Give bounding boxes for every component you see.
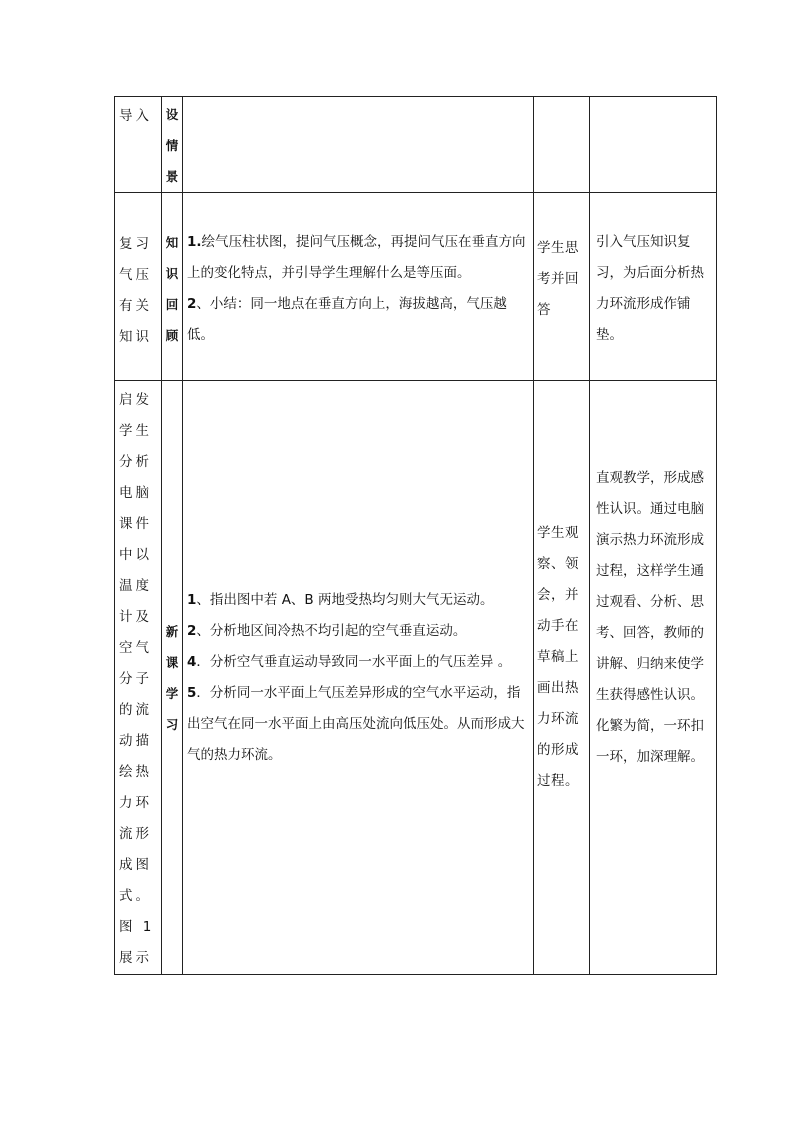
method-char: 知 <box>165 235 179 250</box>
table-row <box>115 381 717 975</box>
method-cell <box>162 193 183 381</box>
content-item <box>187 616 529 647</box>
stage-text: 复习气压有关知识 <box>119 236 152 345</box>
student-activity-text: 学生思考并回答 <box>537 240 579 318</box>
content-item <box>187 647 529 678</box>
content-item <box>187 289 529 351</box>
content-item <box>187 585 529 616</box>
method-char: 识 <box>165 266 179 281</box>
item-text: ．分析空气垂直运动导致同一水平面上的气压差异 。 <box>196 653 512 670</box>
design-intent-cell <box>590 381 717 975</box>
method-char: 情 <box>165 138 179 153</box>
method-char: 课 <box>165 654 179 670</box>
method-cell <box>162 381 183 975</box>
design-intent-cell <box>590 193 717 381</box>
method-cell <box>162 97 183 193</box>
method-char: 习 <box>165 716 179 732</box>
table-row <box>115 193 717 381</box>
stage-text: 导入 <box>119 108 152 124</box>
table-row <box>115 97 717 193</box>
item-text: ．分析同一水平面上气压差异形成的空气水平运动，指出空气在同一水平面上由高压处流向低压处。从而形成大气的热力环流。 <box>187 684 525 763</box>
content-item <box>187 678 529 771</box>
item-text: 、指出图中若 A、B 两地受热均匀则大气无运动。 <box>196 591 494 608</box>
student-activity-cell <box>534 381 590 975</box>
method-char: 学 <box>165 685 179 701</box>
item-number: 2 <box>187 622 197 639</box>
item-number: 2 <box>187 296 197 312</box>
item-text: 、小结：同一地点在垂直方向上，海拔越高，气压越低。 <box>187 296 507 343</box>
item-text: 绘气压柱状图，提问气压概念，再提问气压在垂直方向上的变化特点，并引导学生理解什么是等压面。 <box>187 234 526 281</box>
student-activity-text: 学生观察、领会，并动手在草稿上画出热力环流的形成过程。 <box>537 525 579 789</box>
stage-cell <box>115 381 162 975</box>
item-number: 1. <box>187 234 202 250</box>
method-char: 回 <box>165 297 179 312</box>
item-number: 1 <box>187 591 197 608</box>
item-number: 4 <box>187 653 197 670</box>
design-intent-text: 直观教学，形成感性认识。通过电脑演示热力环流形成过程，这样学生通过观看、分析、思考、回答，教师的讲解、归纳来使学生获得感性认识。化繁为简，一环扣一环，加深理解。 <box>596 469 704 765</box>
content-cell <box>183 193 534 381</box>
content-cell <box>183 97 534 193</box>
stage-text: 启发学生分析电脑课件中以温度计及空气分子的流动描绘热力环流形成图式。图 1 展示 <box>119 392 155 966</box>
item-number: 5 <box>187 684 197 701</box>
method-char: 设 <box>165 107 179 122</box>
method-char: 景 <box>165 169 179 184</box>
design-intent-text: 引入气压知识复习，为后面分析热力环流形成作铺垫。 <box>596 234 704 343</box>
item-text: 、分析地区间冷热不均引起的空气垂直运动。 <box>196 622 467 639</box>
stage-cell <box>115 193 162 381</box>
student-activity-cell <box>534 97 590 193</box>
lesson-plan-table <box>114 96 717 975</box>
content-cell <box>183 381 534 975</box>
content-item <box>187 227 529 289</box>
design-intent-cell <box>590 97 717 193</box>
stage-cell <box>115 97 162 193</box>
method-char: 新 <box>165 623 179 639</box>
student-activity-cell <box>534 193 590 381</box>
method-char: 顾 <box>165 328 179 343</box>
